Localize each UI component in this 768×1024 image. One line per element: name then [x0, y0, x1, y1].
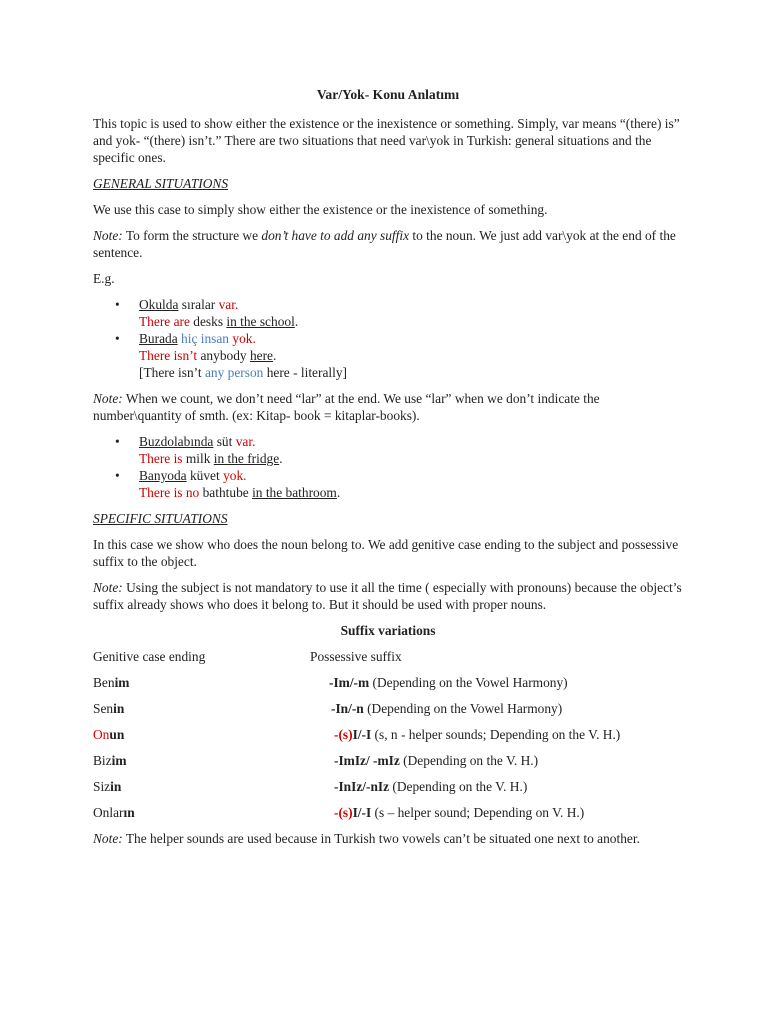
list-item: • Okulda sıralar var. There are desks in the school. [115, 297, 299, 329]
suffix-row: Benim -Im/-m (Depending on the Vowel Harmony) [93, 675, 568, 690]
helper-sound-note: Note: The helper sounds are used because in Turkish two vowels can’t be situated one next to another. [93, 831, 640, 846]
general-note: Note: To form the structure we don’t have to add any suffix to the noun. We just add var\yok at the end of the sentence. [93, 228, 676, 260]
possessive-column-header: Possessive suffix [310, 649, 402, 664]
note-label: Note: [93, 391, 123, 406]
suffix-header-row [93, 648, 683, 674]
list-item: • Buzdolabında süt var. There is milk in the fridge. [115, 434, 283, 466]
note-label: Note: [93, 580, 123, 595]
bullet-icon: • [115, 434, 120, 449]
suffix-row: Onların -(s)I/-I (s – helper sound; Depending on V. H.) [93, 805, 585, 820]
note-label: Note: [93, 831, 123, 846]
general-heading: GENERAL SITUATIONS [93, 176, 229, 191]
genitive-column-header: Genitive case ending [93, 649, 206, 664]
page-title: Var/Yok- Konu Anlatımı [316, 87, 460, 102]
general-description: We use this case to simply show either the existence or the inexistence of something. [93, 202, 548, 217]
bullet-icon: • [115, 331, 120, 346]
note-emphasis: don’t have to add any suffix [261, 228, 410, 243]
list-item: • Banyoda küvet yok. There is no bathtube in the bathroom. [115, 468, 341, 500]
specific-note: Note: Using the subject is not mandatory to use it all the time ( especially with pronouns) because the object’s suffix already shows who does it belong to. But it should be used with proper nouns. [93, 580, 682, 612]
list-item: • Burada hiç insan yok. There isn’t anybody here. [There isn’t any person here - literally] [115, 331, 347, 380]
suffix-row: Sizin -InIz/-nIz (Depending on the V. H.) [93, 779, 528, 794]
bullet-icon: • [115, 297, 120, 312]
suffix-row: Bizim -ImIz/ -mIz (Depending on the V. H.) [93, 753, 539, 768]
suffix-heading: Suffix variations [340, 623, 436, 638]
document-page [93, 86, 683, 856]
specific-heading: SPECIFIC SITUATIONS [93, 511, 228, 526]
intro-paragraph: This topic is used to show either the existence or the inexistence or something. Simply, var means “(there) is” and yok- “(there) isn’t.” There are two situations that need var\yok in Turkish: general situations and the specific ones. [93, 116, 680, 165]
counting-note: Note: When we count, we don’t need “lar” at the end. We use “lar” when we don’t indicate the number\quantity of smth. (ex: Kitap- book = kitaplar-books). [93, 391, 600, 423]
note-label: Note: [93, 228, 123, 243]
specific-description: In this case we show who does the noun belong to. We add genitive case ending to the subject and possessive suffix to the object. [93, 537, 679, 569]
eg-label: E.g. [93, 271, 115, 286]
example-list-2 [93, 433, 683, 501]
example-list-1 [93, 296, 683, 381]
bullet-icon: • [115, 468, 120, 483]
suffix-row: Onun -(s)I/-I (s, n - helper sounds; Depending on the V. H.) [93, 727, 621, 742]
suffix-row: Senin -In/-n (Depending on the Vowel Harmony) [93, 701, 563, 716]
